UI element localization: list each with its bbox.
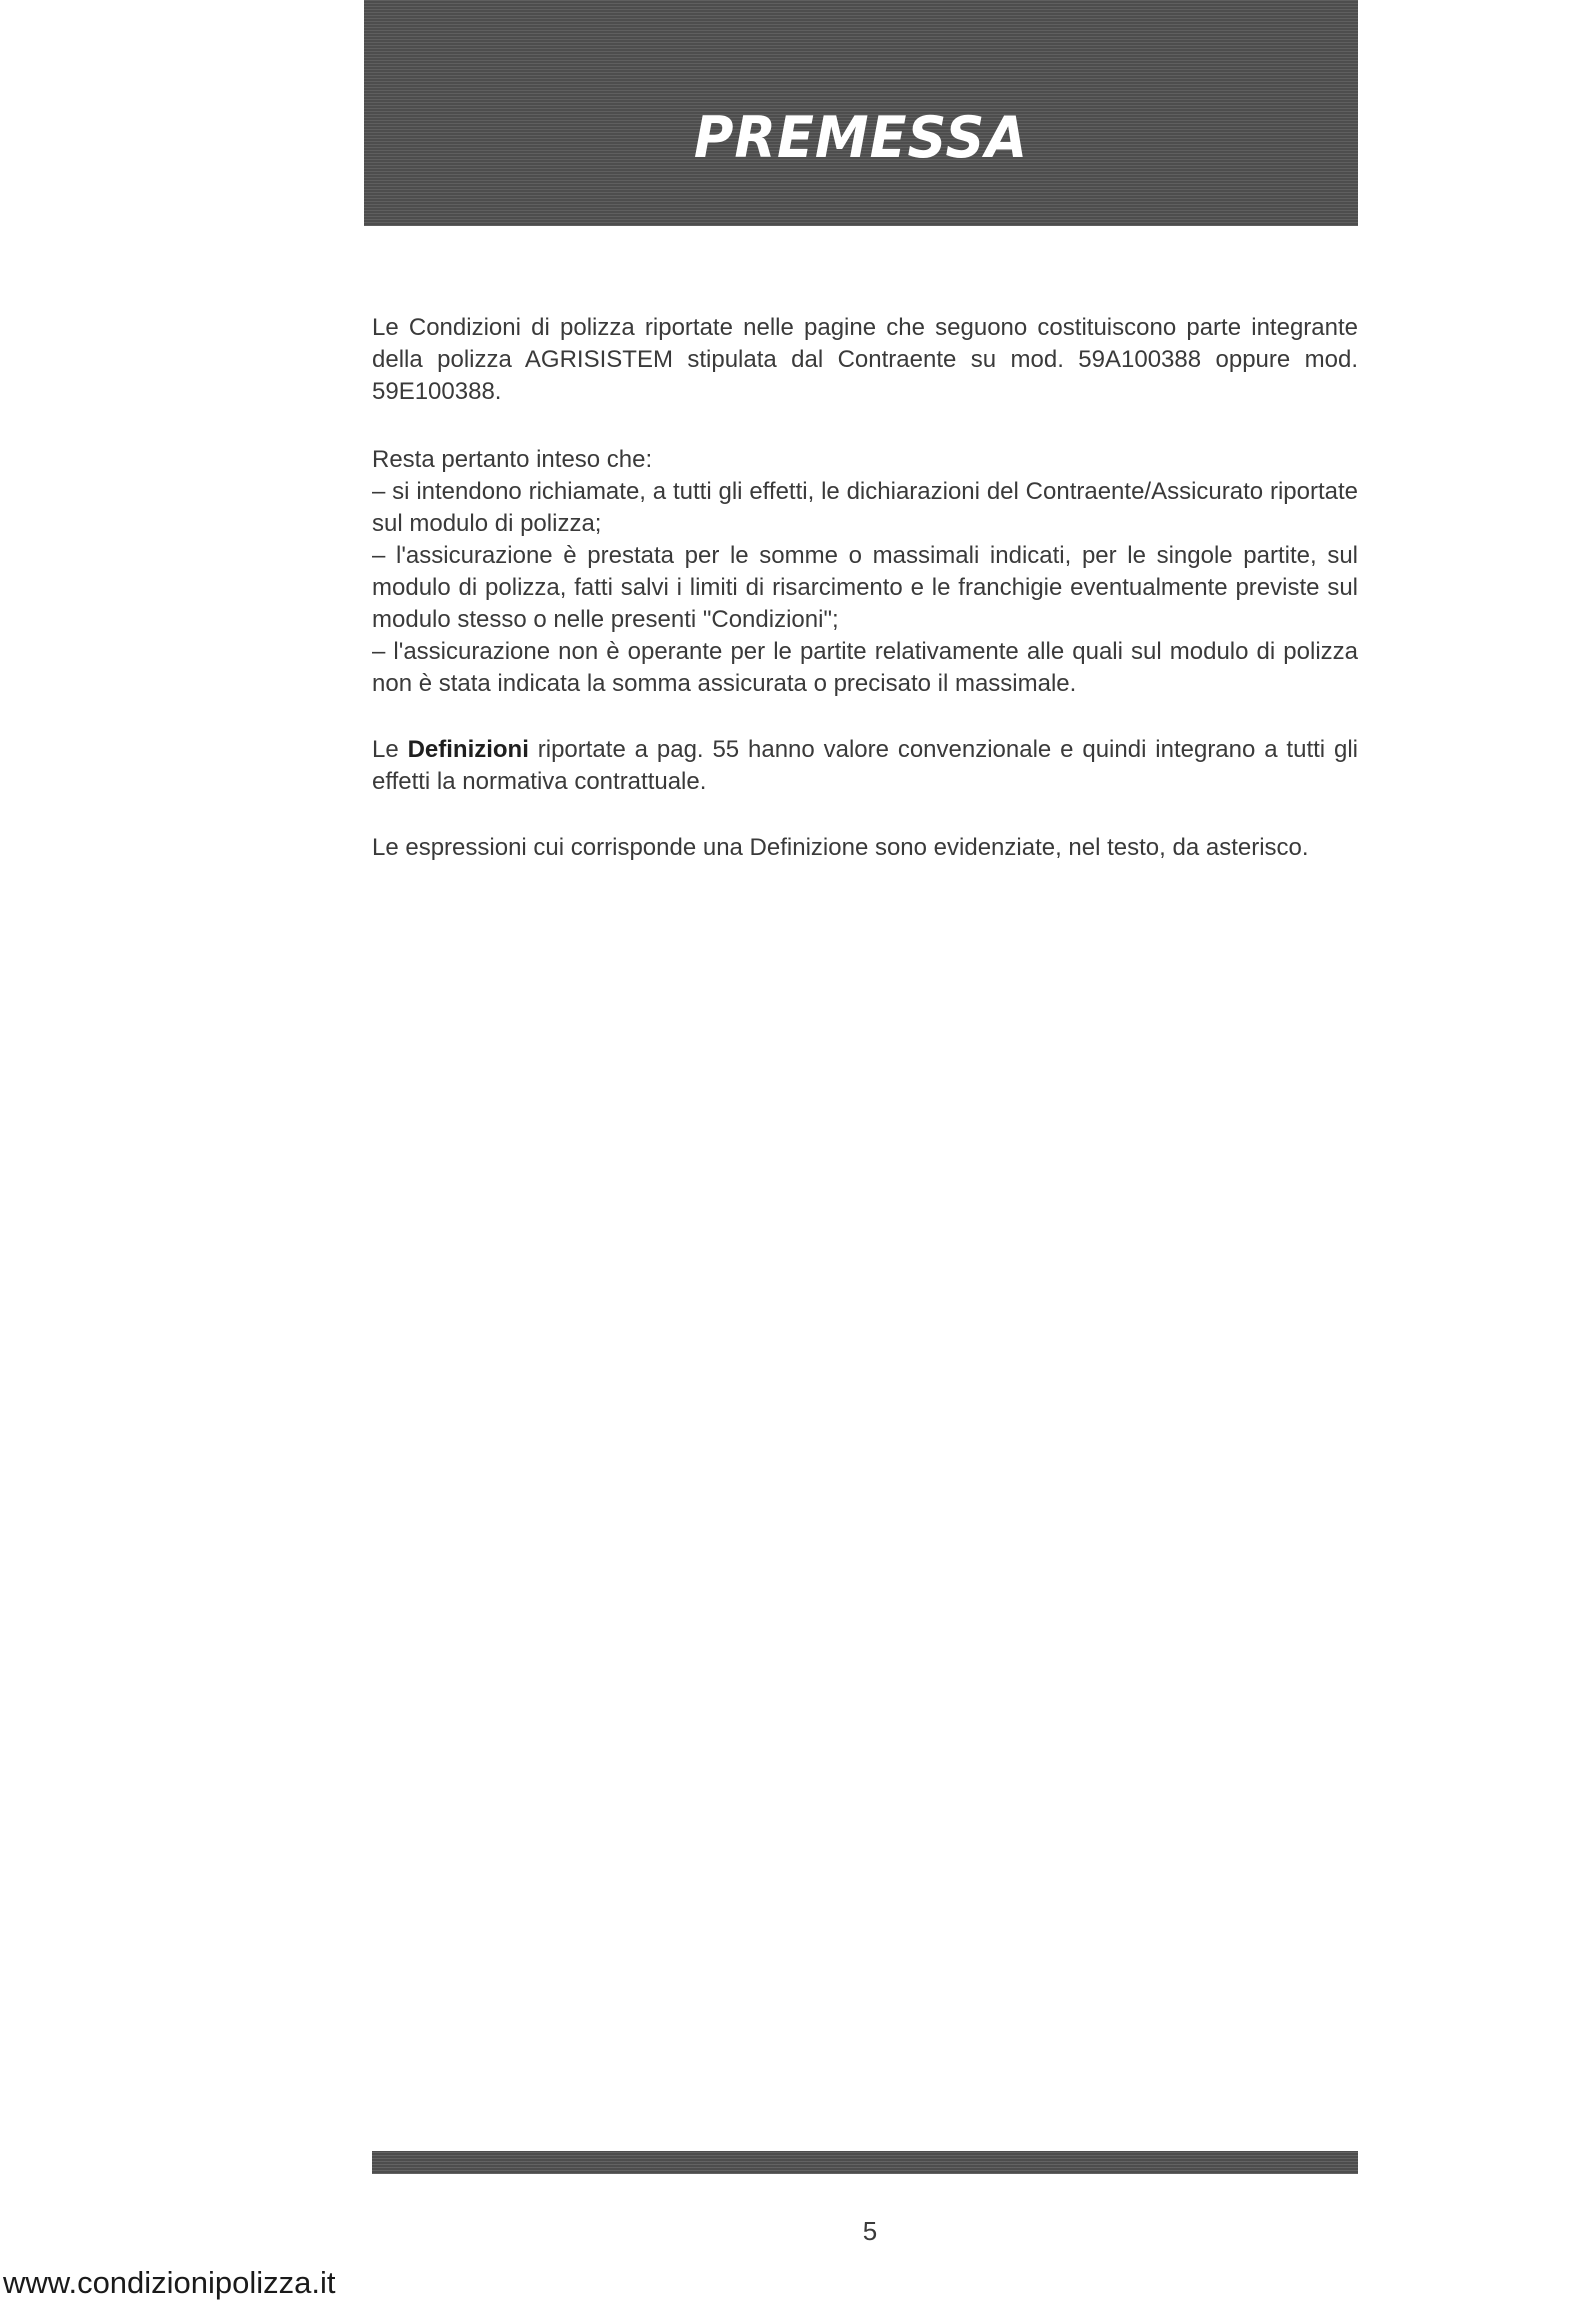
document-body <box>372 312 1358 864</box>
definitions-prefix: Le <box>372 736 408 763</box>
page-number: 5 <box>862 2216 878 2246</box>
definitions-suffix: riportate a pag. 55 hanno valore convenzionale e quindi integrano a tutti gli effetti la normativa contrattuale. <box>372 736 1358 795</box>
closing-paragraph: Le espressioni cui corrisponde una Definizione sono evidenziate, nel testo, da asterisco. <box>372 834 1309 861</box>
list-item: – si intendono richiamate, a tutti gli effetti, le dichiarazioni del Contraente/Assicurato riportate sul modulo di polizza; <box>372 478 1358 537</box>
lead-paragraph: Resta pertanto inteso che: <box>372 446 653 473</box>
header-banner <box>364 0 1358 226</box>
watermark-url: www.condizionipolizza.it <box>3 2265 336 2300</box>
definitions-term: Definizioni <box>407 736 529 763</box>
intro-paragraph: Le Condizioni di polizza riportate nelle pagine che seguono costituiscono parte integrante della polizza AGRISISTEM stipulata dal Contraente su mod. 59A100388 oppure mod. 59E100388. <box>372 314 1358 405</box>
page-title: PREMESSA <box>693 104 1029 171</box>
list-item: – l'assicurazione non è operante per le partite relativamente alle quali sul modulo di polizza non è stata indicata la somma assicurata o precisato il massimale. <box>372 638 1358 697</box>
list-item: – l'assicurazione è prestata per le somme o massimali indicati, per le singole partite, sul modulo di polizza, fatti salvi i limiti di risarcimento e le franchigie eventualmente previste sul modulo stesso o nelle presenti "Condizioni"; <box>372 542 1358 633</box>
footer-bar <box>372 2151 1358 2174</box>
definitions-paragraph <box>372 734 1358 798</box>
